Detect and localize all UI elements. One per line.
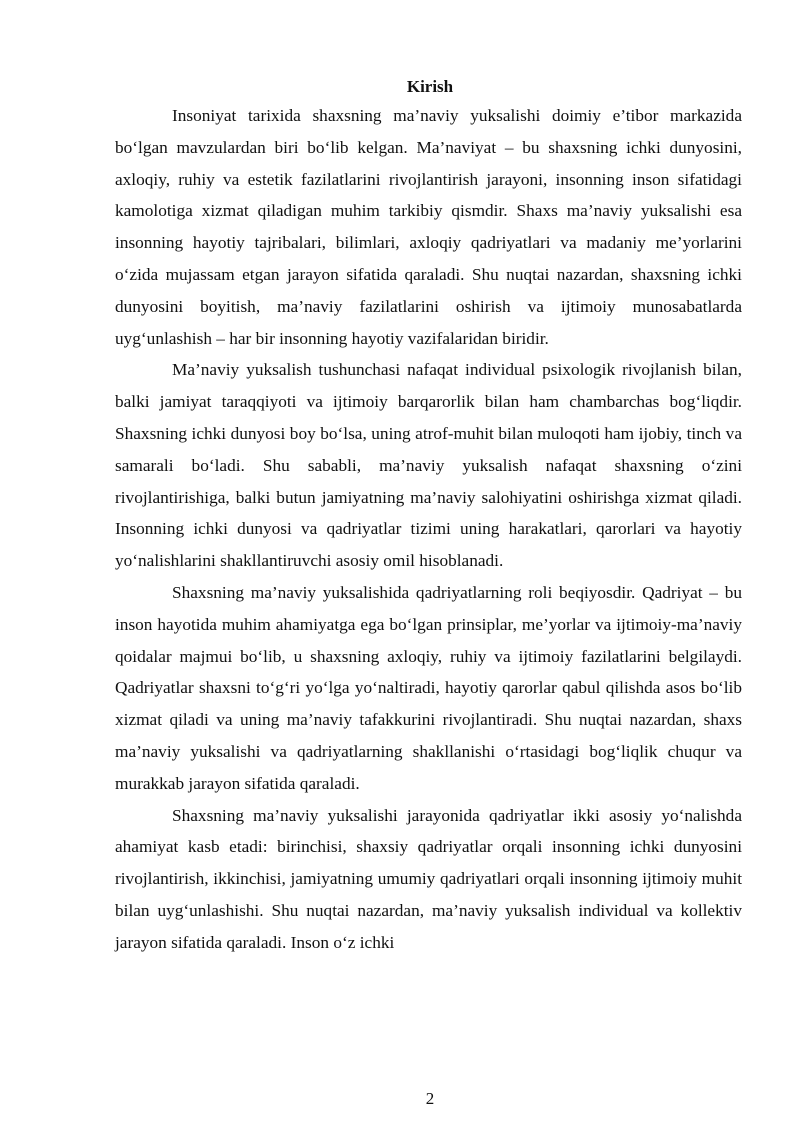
paragraph: Shaxsning ma’naviy yuksalishida qadriyatlarning roli beqiyosdir. Qadriyat – bu inson hayotida muhim ahamiyatga ega bo‘lgan prinsiplar, me’yorlar va ijtimoiy-ma’naviy qoidalar majmui bo‘lib, u shaxsning axloqiy, ruhiy va ijtimoiy fazilatlarini belgilaydi. Qadriyatlar shaxsni to‘g‘ri yo‘lga yo‘naltiradi, hayotiy qarorlar qabul qilishda asos bo‘lib xizmat qiladi va uning ma’naviy tafakkurini rivojlantiradi. Shu nuqtai nazardan, shaxs ma’naviy yuksalishi va qadriyatlarning shakllanishi o‘rtasidagi bog‘liqlik chuqur va murakkab jarayon sifatida qaraladi.	[115, 582, 742, 793]
paragraph: Ma’naviy yuksalish tushunchasi nafaqat individual psixologik rivojlanish bilan, balki jamiyat taraqqiyoti va ijtimoiy barqarorlik bilan ham chambarchas bog‘liqdir. Shaxsning ichki dunyosi boy bo‘lsa, uning atrof-muhit bilan muloqoti ham ijobiy, tinch va samarali bo‘ladi. Shu sababli, ma’naviy yuksalish nafaqat shaxsning o‘zini rivojlantirishiga, balki butun jamiyatning ma’naviy salohiyatini oshirishga xizmat qiladi. Insonning ichki dunyosi va qadriyatlar tizimi uning harakatlari, qarorlari va hayotiy yo‘nalishlarini shakllantiruvchi asosiy omil hisoblanadi.	[115, 360, 742, 571]
paragraph: Shaxsning ma’naviy yuksalishi jarayonida qadriyatlar ikki asosiy yo‘nalishda ahamiyat kasb etadi: birinchisi, shaxsiy qadriyatlar orqali insonning ichki dunyosini rivojlantirish, ikkinchisi, jamiyatning umumiy qadriyatlari orqali insonning ijtimoiy muhit bilan uyg‘unlashishi. Shu nuqtai nazardan, ma’naviy yuksalish individual va kollektiv jarayon sifatida qaraladi. Inson o‘z ichki	[115, 805, 742, 952]
body-text	[115, 100, 742, 959]
page-title: Kirish	[406, 77, 454, 96]
paragraph: Insoniyat tarixida shaxsning ma’naviy yuksalishi doimiy e’tibor markazida bo‘lgan mavzulardan biri bo‘lib kelgan. Ma’naviyat – bu shaxsning ichki dunyosini, axloqiy, ruhiy va estetik fazilatlarini rivojlantirish jarayoni, insonning inson sifatidagi kamolotiga xizmat qiladigan muhim tarkibiy qismdir. Shaxs ma’naviy yuksalishi esa insonning hayotiy tajribalari, bilimlari, axloqiy qadriyatlari va madaniy me’yorlarini o‘zida mujassam etgan jarayon sifatida qaraladi. Shu nuqtai nazardan, shaxsning ichki dunyosini boyitish, ma’naviy fazilatlarini oshirish va ijtimoiy munosabatlarda uyg‘unlashish – har bir insonning hayotiy vazifalaridan biridir.	[115, 106, 742, 348]
page-number: 2	[425, 1089, 435, 1108]
